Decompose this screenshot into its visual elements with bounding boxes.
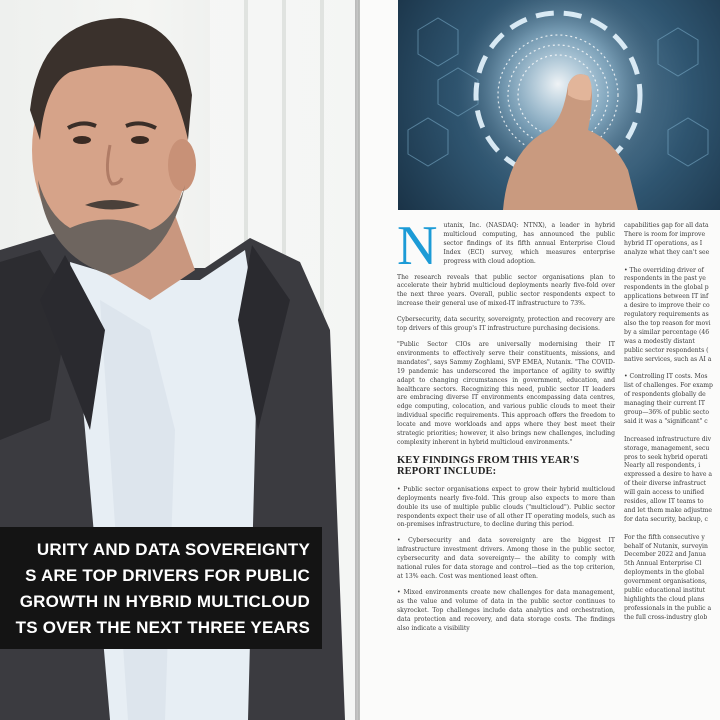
pull-quote-line: TS OVER THE NEXT THREE YEARS — [15, 618, 310, 637]
column-2-line: of respondents globally de — [624, 391, 706, 399]
lede-paragraph — [397, 215, 615, 277]
lede-text: utanix, Inc. (NASDAQ: NTNX), a leader in hybrid multicloud computing, has announced the public sector findings of its fifth annual Enterprise Cloud Index (ECI) survey, which measures enterprise progress with cloud adoption. — [443, 222, 615, 265]
pull-quote-line: GROWTH IN HYBRID MULTICLOUD — [19, 592, 310, 611]
column-2-line: • Controlling IT costs. Mos — [624, 373, 708, 381]
column-2-line: expressed a desire to have a — [624, 471, 713, 479]
column-2-line: deployments in the global — [624, 569, 705, 577]
column-2-line: For the fifth consecutive y — [624, 533, 705, 541]
column-2-line: storage, management, secu — [624, 444, 710, 452]
column-2-line: hybrid IT operations, as I — [624, 239, 703, 247]
pull-quote-line: URITY AND DATA SOVEREIGNTY — [36, 540, 310, 559]
column-2-line: government organisations, — [624, 578, 707, 586]
column-2-line — [624, 258, 720, 267]
column-2-line: public sector respondents ( — [624, 346, 709, 354]
column-2-line: will gain access to unified — [624, 489, 705, 497]
column-2-line: a desire to improve their co — [624, 302, 710, 310]
body-paragraph: Cybersecurity, data security, sovereignty, protection and recovery are top drivers of this group's IT infrastructure purchasing decisions. — [397, 316, 615, 333]
column-2-line: public educational institut — [624, 587, 706, 595]
drop-cap: N — [397, 215, 438, 277]
column-2-line: There is room for improve — [624, 230, 706, 238]
column-2-line: native services, such as AI a — [624, 355, 712, 363]
column-2-line: for data security, backup, c — [624, 515, 708, 523]
column-2-line: analyze what they can't see — [624, 248, 710, 256]
column-2-line: 5th Annual Enterprise Cl — [624, 560, 702, 568]
article-column-1 — [397, 215, 615, 640]
column-2-line: highlights the cloud plans — [624, 596, 705, 603]
column-2-line: Nearly all respondents, i — [624, 462, 701, 470]
finding-bullet: • Cybersecurity and data sovereignty are the biggest IT infrastructure investment drivers. Among those in the public sector, cybersecurity and data sovereignty— the ability to comply with national rules for data storage and control—tied as the top criterion, at 13% each. Cost was mentioned least often. — [397, 537, 615, 580]
column-2-line — [624, 364, 720, 373]
column-2-line: said it was a "significant" c — [624, 417, 708, 425]
column-2-line: capabilities gap for all data — [624, 222, 709, 229]
column-2-line: was a modestly distant — [624, 337, 695, 345]
digital-fingerprint-illustration — [398, 0, 720, 210]
column-2-line: • The overriding driver of — [624, 266, 704, 274]
pull-quote-banner — [0, 527, 322, 649]
column-2-line: professionals in the public a — [624, 604, 712, 612]
column-2-line: applications between IT inf — [624, 293, 709, 301]
column-2-line — [624, 427, 720, 436]
pull-quote-line: S ARE TOP DRIVERS FOR PUBLIC — [25, 566, 310, 585]
column-2-line: list of challenges. For examp — [624, 382, 713, 390]
column-2-line: Increased infrastructure div — [624, 435, 712, 443]
key-findings-heading: KEY FINDINGS FROM THIS YEAR'S REPORT INCLUDE: — [397, 454, 580, 477]
column-2-line: behalf of Nutanix, surveyin — [624, 542, 708, 550]
column-2-line: pros to seek hybrid operati — [624, 453, 708, 461]
body-paragraph: The research reveals that public sector organisations plan to accelerate their hybrid multicloud deployments nearly five-fold over the next three years. Overall, public sector respondents expect to increase their general use of mixed-IT infrastructure to 73%. — [397, 273, 615, 308]
hero-image — [398, 0, 720, 210]
column-2-line: respondents in the global p — [624, 284, 709, 292]
column-2-line: of their diverse infrastruct — [624, 480, 707, 488]
article-column-2 — [624, 222, 720, 623]
column-2-line: also the top reason for movi — [624, 319, 711, 327]
column-2-line: managing their current IT — [624, 400, 705, 408]
column-2-line: December 2022 and Janua — [624, 551, 707, 559]
column-2-line: and let them make adjustme — [624, 506, 712, 514]
finding-bullet: • Mixed environments create new challenges for data management, as the value and volume of data in the public sector continues to skyrocket. Top challenges include data analytics and orchestration, data protection and recovery, and data storage costs. The findings also indicate a visibility — [397, 588, 615, 632]
column-2-line: resides, allow IT teams to — [624, 498, 704, 506]
column-2-line: group—36% of public secto — [624, 409, 709, 416]
column-2-line: the full cross-industry glob — [624, 613, 708, 621]
column-2-line — [624, 525, 720, 534]
column-2-line: respondents in the past ye — [624, 275, 706, 283]
column-2-line: regulatory requirements as — [624, 311, 709, 319]
column-2-line: by a similar percentage (46 — [624, 328, 710, 336]
quote-paragraph: "Public Sector CIOs are universally modernising their IT environments to effectively serve their constituents, missions, and mandates", says Sammy Zoghlami, SVP EMEA, Nutanix. "The COVID-19 pandemic has underscored the importance of agility to swiftly adapt to changing circumstances in government, education, and healthcare sectors. Recognizing this need, public sector IT leaders are embracing diverse IT environments encompassing data centres, edge computing, colocation, and various public clouds to meet their individual specific requirements. This approach offers the freedom to locate and move workloads and apps where they best meet their strategic priorities; however, it also brings new challenges, including complexity inherent in hybrid multicloud environments." — [397, 340, 615, 446]
article-page — [360, 0, 720, 720]
finding-bullet: • Public sector organisations expect to grow their hybrid multicloud deployments nearly five-fold. This group also expects to more than double its use of multiple public clouds ("multicloud"). Public sector respondents expect their use of all other IT operating models, such as on-premises infrastructure, to decline during this period. — [397, 485, 615, 529]
